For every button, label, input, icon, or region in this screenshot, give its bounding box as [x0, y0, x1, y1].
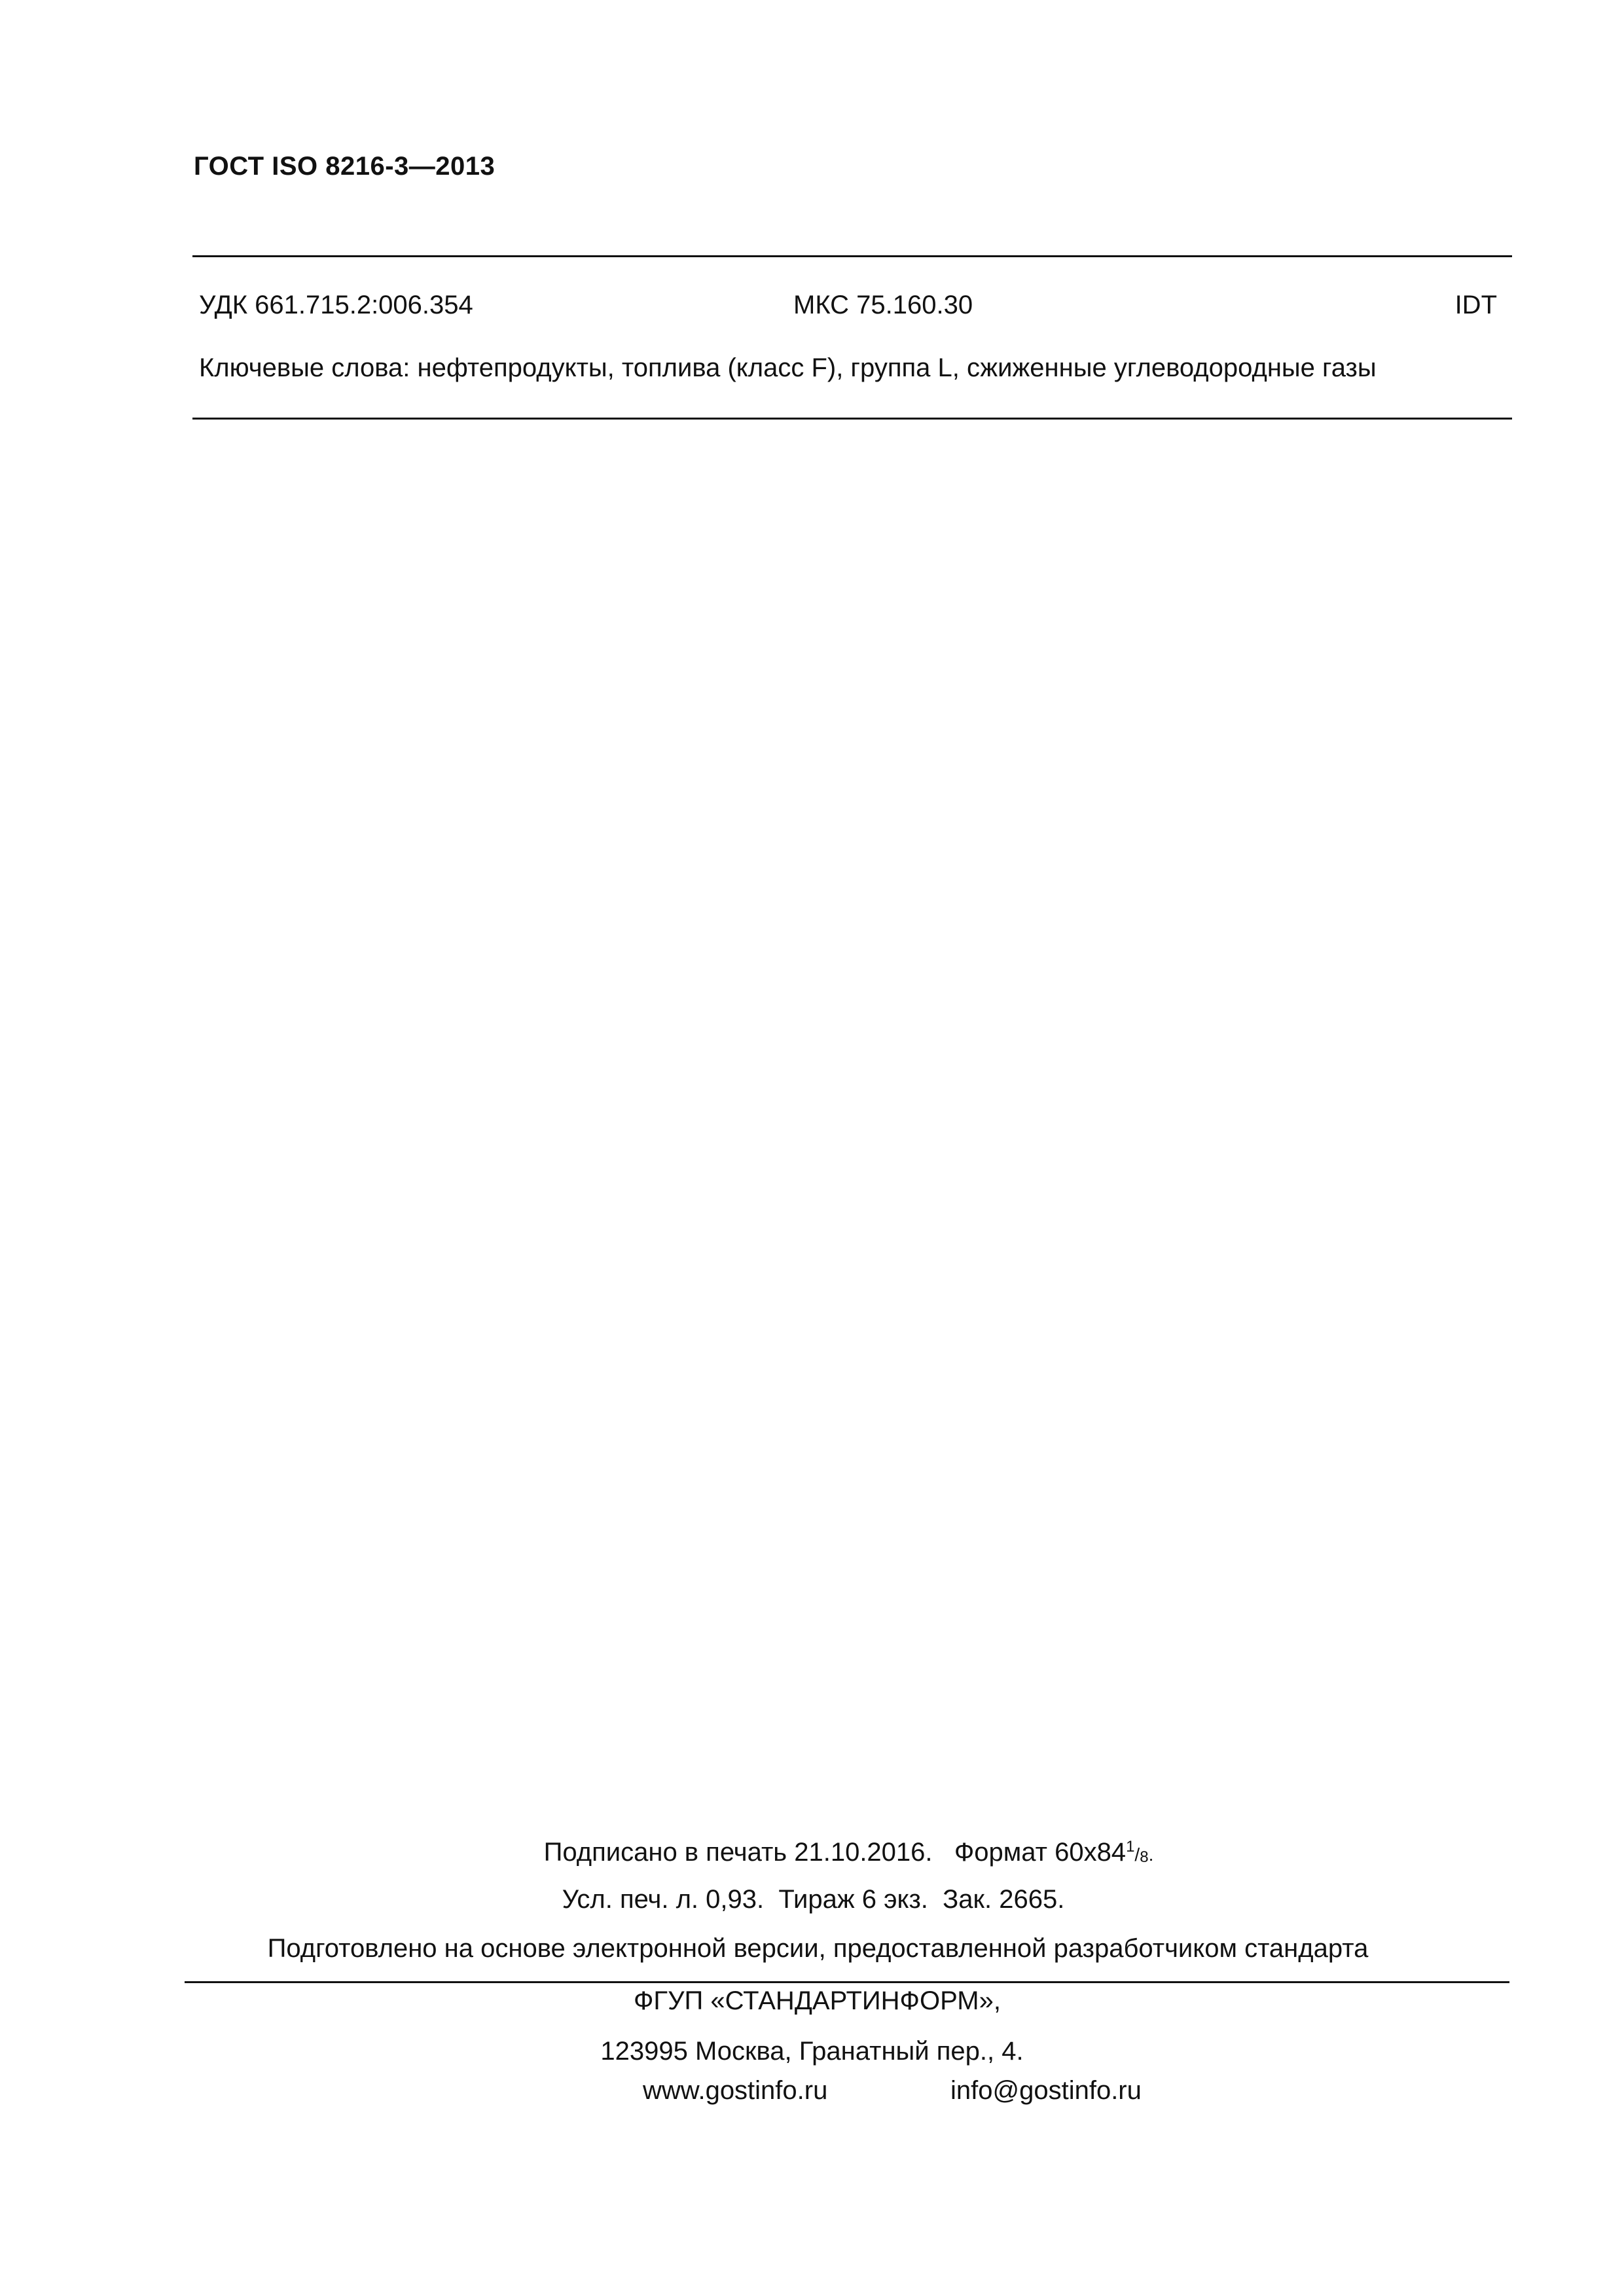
- publisher-name: ФГУП «СТАНДАРТИНФОРМ»,: [634, 1986, 1001, 2015]
- format-fraction-numerator: 1: [1126, 1838, 1135, 1856]
- publisher-website-link[interactable]: www.gostinfo.ru: [643, 2076, 828, 2105]
- format-fraction-denominator: 8: [1140, 1848, 1149, 1866]
- publisher-email-link[interactable]: info@gostinfo.ru: [950, 2076, 1142, 2105]
- mks-code: МКС 75.160.30: [793, 291, 973, 319]
- keywords-divider: [192, 418, 1512, 420]
- format-fraction-slash: /: [1134, 1844, 1140, 1865]
- top-divider: [192, 255, 1512, 257]
- publisher-address: 123995 Москва, Гранатный пер., 4.: [600, 2037, 1024, 2066]
- print-details-line: Усл. печ. л. 0,93. Тираж 6 экз. Зак. 2665.: [562, 1885, 1065, 1914]
- signed-for-print-line: [37, 1838, 1624, 1867]
- signed-for-print-text: Подписано в печать 21.10.2016. Формат 60х84: [543, 1838, 1127, 1867]
- udk-code: УДК 661.715.2:006.354: [199, 291, 473, 319]
- format-suffix: .: [1148, 1844, 1154, 1865]
- standard-code: ГОСТ ISO 8216-3—2013: [194, 152, 496, 181]
- keywords-line: Ключевые слова: нефтепродукты, топлива (класс F), группа L, сжиженные углеводородные газы: [199, 353, 1377, 382]
- imprint-divider: [185, 1981, 1509, 1983]
- equivalence-degree: IDT: [1454, 291, 1497, 319]
- prepared-note-line: Подготовлено на основе электронной версии, предоставленной разработчиком стандарта: [267, 1934, 1369, 1963]
